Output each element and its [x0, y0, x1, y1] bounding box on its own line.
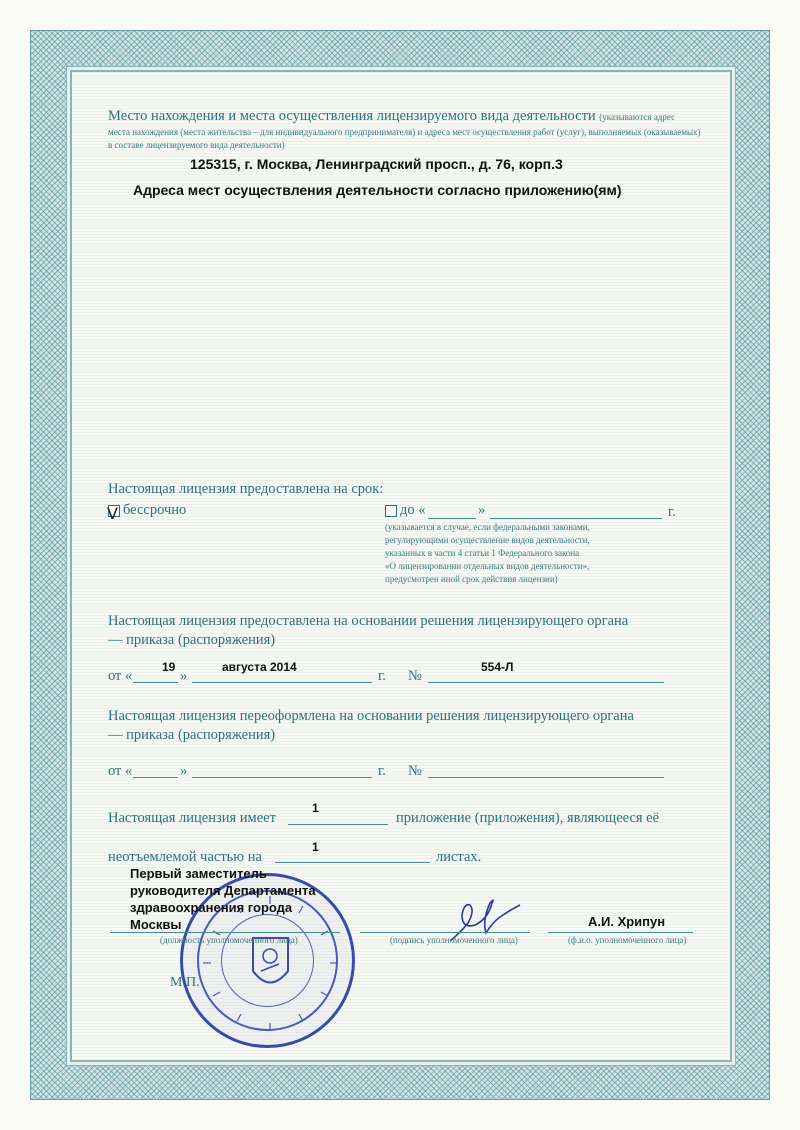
until-date-line [490, 518, 662, 519]
reissue-from-label: от « [108, 763, 133, 779]
term-note-5: предусмотрен иной срок действия лицензии) [385, 574, 558, 584]
reissue-quote-close: » [180, 763, 188, 779]
name-line [548, 932, 693, 933]
signature-caption: (подпись уполномоченного лица) [390, 935, 518, 945]
basis-number-line [428, 682, 664, 683]
until-checkbox [385, 505, 397, 517]
location-note-end: в составе лицензируемого вида деятельности) [108, 140, 285, 150]
basis-number: 554-Л [481, 660, 514, 674]
basis-number-label: № [408, 668, 422, 684]
checkmark-icon: V [107, 504, 118, 523]
reissue-year-suffix: г. [378, 763, 386, 779]
basis-day-line [133, 682, 178, 683]
appendix-sheets: 1 [312, 840, 319, 854]
reissue-day-line [133, 777, 178, 778]
basis-month-year: августа 2014 [222, 660, 297, 674]
position-caption: (должность уполномоченного лица) [160, 935, 298, 945]
until-label: до « [400, 502, 426, 518]
appendix-text-4: листах. [436, 849, 482, 865]
term-note-3: указанных в части 4 статьи 1 Федерального закона [385, 548, 580, 558]
term-note-2: регулирующими осуществление видов деятельности, [385, 535, 590, 545]
reissue-text-2: — приказа (распоряжения) [108, 727, 276, 743]
signature-line [360, 932, 530, 933]
position-line [110, 932, 340, 933]
signer-name: А.И. Хрипун [588, 914, 666, 929]
seal-place-label: М.П. [170, 975, 200, 990]
appendix-count: 1 [312, 801, 319, 815]
reissue-number-line [428, 777, 664, 778]
until-year-suffix: г. [668, 504, 676, 520]
signer-position: Первый заместитель руководителя Департамента здравоохранения города Москвы [130, 866, 316, 932]
location-note: места нахождения (места жительства – для индивидуального предпринимателя) и адреса мест осуществления работ (услуг), выполняемых (оказываемых) [108, 127, 701, 137]
appendix-text-1: Настоящая лицензия имеет [108, 810, 276, 826]
reissue-text-1: Настоящая лицензия переоформлена на основании решения лицензирующего органа [108, 708, 634, 724]
basis-text-1: Настоящая лицензия предоставлена на основании решения лицензирующего органа [108, 613, 629, 629]
basis-year-suffix: г. [378, 668, 386, 684]
appendix-count-line [288, 824, 388, 825]
reissue-number-label: № [408, 763, 422, 779]
name-caption: (ф.и.о. уполномоченного лица) [568, 935, 687, 945]
license-address: 125315, г. Москва, Ленинградский просп., д. 76, корп.3 [190, 156, 563, 172]
location-title: Место нахождения и места осуществления лицензируемого вида деятельности (указываются адрес [108, 108, 676, 124]
term-label: Настоящая лицензия предоставлена на срок: [108, 481, 384, 497]
basis-text-2: — приказа (распоряжения) [108, 632, 276, 648]
basis-day: 19 [162, 660, 176, 674]
reissue-month-line [192, 777, 372, 778]
basis-from-label: от « [108, 668, 133, 684]
basis-month-line [192, 682, 372, 683]
until-quote-close: » [478, 502, 486, 518]
term-note-1: (указывается в случае, если федеральными законами, [385, 522, 590, 532]
unlimited-label: бессрочно [123, 502, 187, 518]
appendix-text-2: приложение (приложения), являющееся её [396, 810, 660, 826]
addresses-per-appendix: Адреса мест осуществления деятельности согласно приложению(ям) [133, 182, 622, 198]
until-day-line [428, 518, 476, 519]
basis-quote-close: » [180, 668, 188, 684]
appendix-sheets-line [275, 862, 430, 863]
appendix-text-3: неотъемлемой частью на [108, 849, 262, 865]
term-note-4: «О лицензировании отдельных видов деятельности», [385, 561, 590, 571]
